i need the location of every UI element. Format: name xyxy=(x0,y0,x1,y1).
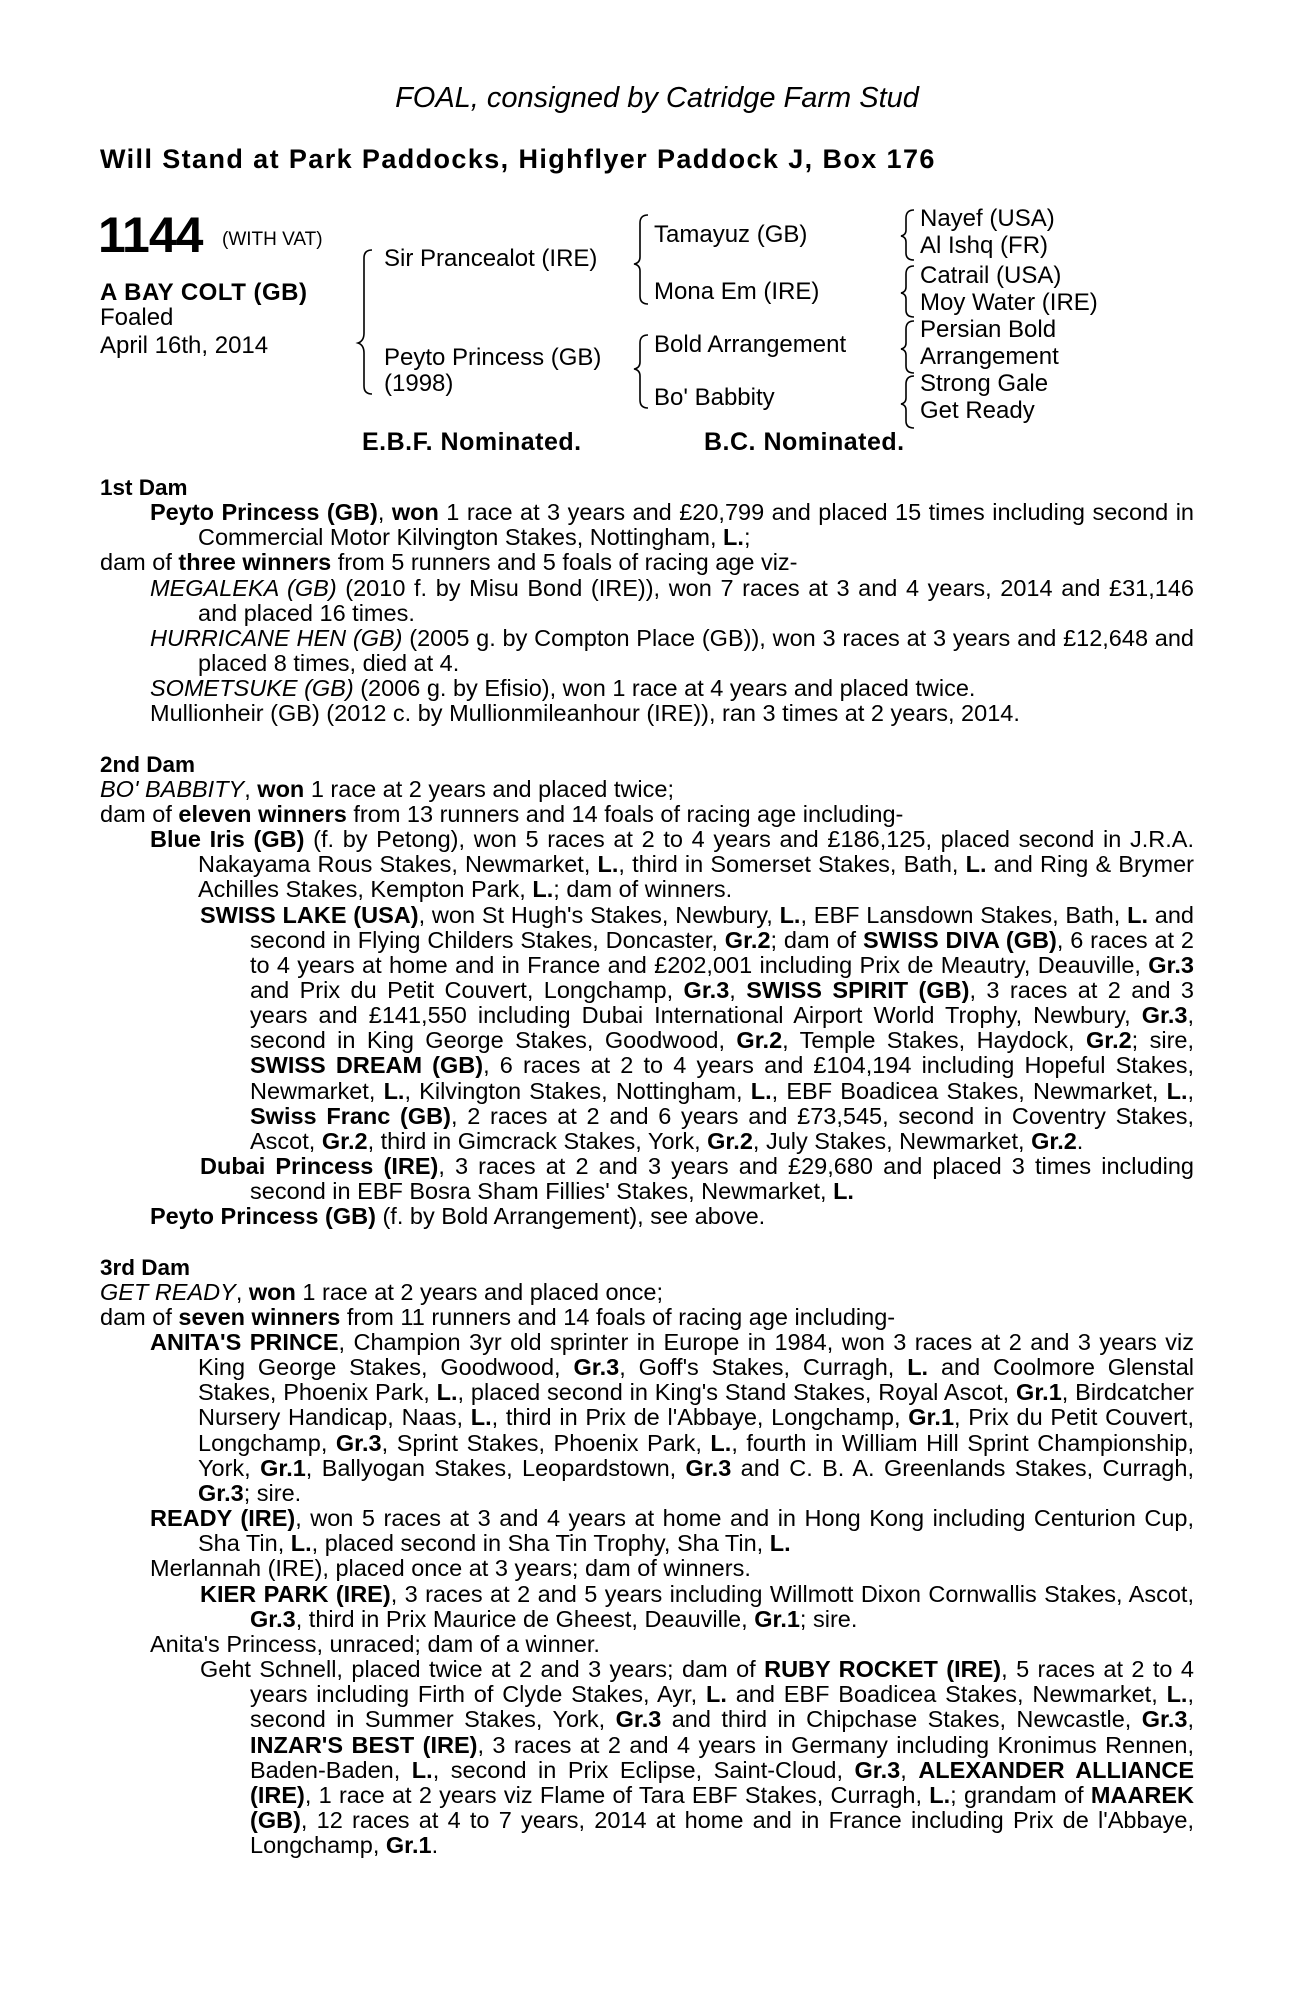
progeny-entry: Merlannah (IRE), placed once at 3 years; dam of winners. xyxy=(150,1555,751,1582)
pedigree-sire-dam: Mona Em (IRE) xyxy=(654,278,820,305)
progeny-entry: Dubai Princess (IRE), 3 races at 2 and 3 years and £29,680 and placed 3 times including second in EBF Bosra Sham Fillies' Stakes, Newmarket, L. xyxy=(200,1153,1194,1205)
foaled-label: Foaled xyxy=(100,304,174,331)
progeny-entry: Mullionheir (GB) (2012 c. by Mullionmileanhour (IRE)), ran 3 times at 2 years, 2014. xyxy=(150,700,1020,727)
pedigree-g5-line2: Arrangement xyxy=(920,343,1059,370)
pedigree-dam-sire: Bold Arrangement xyxy=(654,331,847,358)
third-dam-record: GET READY, won 1 race at 2 years and placed once; xyxy=(100,1278,663,1305)
second-dam-record: BO' BABBITY, won 1 race at 2 years and placed twice; xyxy=(100,775,674,802)
progeny-entry: HURRICANE HEN (GB) (2005 g. by Compton Place (GB)), won 3 races at 3 years and £12,648 and placed 8 times, died at 4. xyxy=(150,624,1195,677)
vat-note: (WITH VAT) xyxy=(222,229,323,250)
pedigree-g3: Catrail (USA) xyxy=(920,262,1062,289)
foaled-date: April 16th, 2014 xyxy=(100,332,269,359)
progeny-entry: MEGALEKA (GB) (2010 f. by Misu Bond (IRE)), won 7 races at 3 and 4 years, 2014 and £31,146 and placed 16 times. xyxy=(150,574,1194,626)
first-dam-produce-summary: dam of three winners from 5 runners and 5 foals of racing age viz- xyxy=(100,549,798,576)
dam-line-body xyxy=(100,475,1194,1858)
progeny-entry: READY (IRE), won 5 races at 3 and 4 years at home and in Hong Kong including Centurion Cup, Sha Tin, L., placed second in Sha Tin Trophy, Sha Tin, L. xyxy=(150,1505,1194,1557)
pedigree-sire: Sir Prancealot (IRE) xyxy=(384,245,598,272)
stand-location: Will Stand at Park Paddocks, Highflyer Paddock J, Box 176 xyxy=(100,144,936,174)
progeny-entry: ANITA'S PRINCE, Champion 3yr old sprinter in Europe in 1984, won 3 races at 2 and 3 years viz King George Stakes, Goodwood, Gr.3, Goff's Stakes, Curragh, L. and Coolmore Glenstal Stakes, Phoenix Park, L., placed second in King's Stand Stakes, Royal Ascot, Gr.1, Birdcatcher Nursery Handicap, Naas, L., third in Prix de l'Abbaye, Longchamp, Gr.1, Prix du Petit Couvert, Longchamp, Gr.3, Sprint Stakes, Phoenix Park, L., fourth in William Hill Sprint Championship, York, Gr.1, Ballyogan Stakes, Leopardstown, Gr.3 and C. B. A. Greenlands Stakes, Curragh, Gr.3; sire. xyxy=(150,1329,1194,1506)
pedigree-g7: Get Ready xyxy=(920,397,1035,424)
consignor-line: FOAL, consigned by Catridge Farm Stud xyxy=(395,82,919,114)
pedigree-dam: Peyto Princess (GB) xyxy=(384,344,602,371)
pedigree-sire-sire: Tamayuz (GB) xyxy=(654,221,808,248)
progeny-entry: Peyto Princess (GB) (f. by Bold Arrangement), see above. xyxy=(150,1203,766,1230)
progeny-entry: KIER PARK (IRE), 3 races at 2 and 5 years including Willmott Dixon Cornwallis Stakes, Ascot, Gr.3, third in Prix Maurice de Gheest, Deauville, Gr.1; sire. xyxy=(200,1580,1194,1632)
won-label: won xyxy=(391,499,439,526)
winners-count: three winners xyxy=(178,549,332,576)
progeny-entry: Blue Iris (GB) (f. by Petong), won 5 races at 2 to 4 years and £186,125, placed second in J.R.A. Nakayama Rous Stakes, Newmarket, L., third in Somerset Stakes, Bath, L. and Ring & Brymer Achilles Stakes, Kempton Park, L.; dam of winners. xyxy=(150,826,1194,903)
second-dam-heading: 2nd Dam xyxy=(100,751,196,777)
progeny-entry: SOMETSUKE (GB) (2006 g. by Efisio), won 1 race at 4 years and placed twice. xyxy=(150,675,976,702)
pedigree-g2: Al Ishq (FR) xyxy=(920,232,1049,259)
pedigree-g1: Nayef (USA) xyxy=(920,205,1055,232)
third-dam-produce-summary: dam of seven winners from 11 runners and 14 foals of racing age including- xyxy=(100,1303,896,1330)
pedigree-g6: Strong Gale xyxy=(920,370,1049,397)
horse-description: A BAY COLT (GB) xyxy=(100,279,308,306)
first-dam-heading: 1st Dam xyxy=(100,475,188,500)
pedigree-g5-line1: Persian Bold xyxy=(920,316,1057,343)
progeny-entry: SWISS LAKE (USA), won St Hugh's Stakes, Newbury, L., EBF Lansdown Stakes, Bath, L. and second in Flying Childers Stakes, Doncaster, Gr.2; dam of SWISS DIVA (GB), 6 races at 2 to 4 years at home and in France and £202,001 including Prix de Meautry, Deauville, Gr.3 and Prix du Petit Couvert, Longchamp, Gr.3, SWISS SPIRIT (GB), 3 races at 2 and 3 years and £141,550 including Dubai International Airport World Trophy, Newbury, Gr.3, second in King George Stakes, Goodwood, Gr.2, Temple Stakes, Haydock, Gr.2; sire, SWISS DREAM (GB), 6 races at 2 to 4 years and £104,194 including Hopeful Stakes, Newmarket, L., Kilvington Stakes, Nottingham, L., EBF Boadicea Stakes, Newmarket, L., Swiss Franc (GB), 2 races at 2 and 6 years and £73,545, second in Coventry Stakes, Ascot, Gr.2, third in Gimcrack Stakes, York, Gr.2, July Stakes, Newmarket, Gr.2. xyxy=(200,901,1195,1154)
pedigree-g4: Moy Water (IRE) xyxy=(920,289,1098,316)
lot-number: 1144 xyxy=(98,207,203,263)
bc-nominated: B.C. Nominated. xyxy=(704,428,905,456)
ebf-nominated: E.B.F. Nominated. xyxy=(362,428,582,456)
third-dam-heading: 3rd Dam xyxy=(100,1254,191,1280)
first-dam-record: Peyto Princess (GB), won 1 race at 3 years and £20,799 and placed 15 times including second in Commercial Motor Kilvington Stakes, Nottingham, L.; xyxy=(150,499,1194,551)
first-dam-name: Peyto Princess (GB) xyxy=(150,499,378,526)
pedigree-dam-year: (1998) xyxy=(384,370,454,397)
pedigree-dam-dam: Bo' Babbity xyxy=(654,384,775,411)
progeny-entry: Geht Schnell, placed twice at 2 and 3 years; dam of RUBY ROCKET (IRE), 5 races at 2 to 4 years including Firth of Clyde Stakes, Ayr, L. and EBF Boadicea Stakes, Newmarket, L., second in Summer Stakes, York, Gr.3 and third in Chipchase Stakes, Newcastle, Gr.3, INZAR'S BEST (IRE), 3 races at 2 and 4 years in Germany including Kronimus Rennen, Baden-Baden, L., second in Prix Eclipse, Saint-Cloud, Gr.3, ALEXANDER ALLIANCE (IRE), 1 race at 2 years viz Flame of Tara EBF Stakes, Curragh, L.; grandam of MAAREK (GB), 12 races at 4 to 7 years, 2014 at home and in France including Prix de l'Abbaye, Longchamp, Gr.1. xyxy=(200,1656,1194,1859)
second-dam-produce-summary: dam of eleven winners from 13 runners and 14 foals of racing age including- xyxy=(100,800,904,827)
progeny-entry: Anita's Princess, unraced; dam of a winner. xyxy=(150,1630,600,1657)
